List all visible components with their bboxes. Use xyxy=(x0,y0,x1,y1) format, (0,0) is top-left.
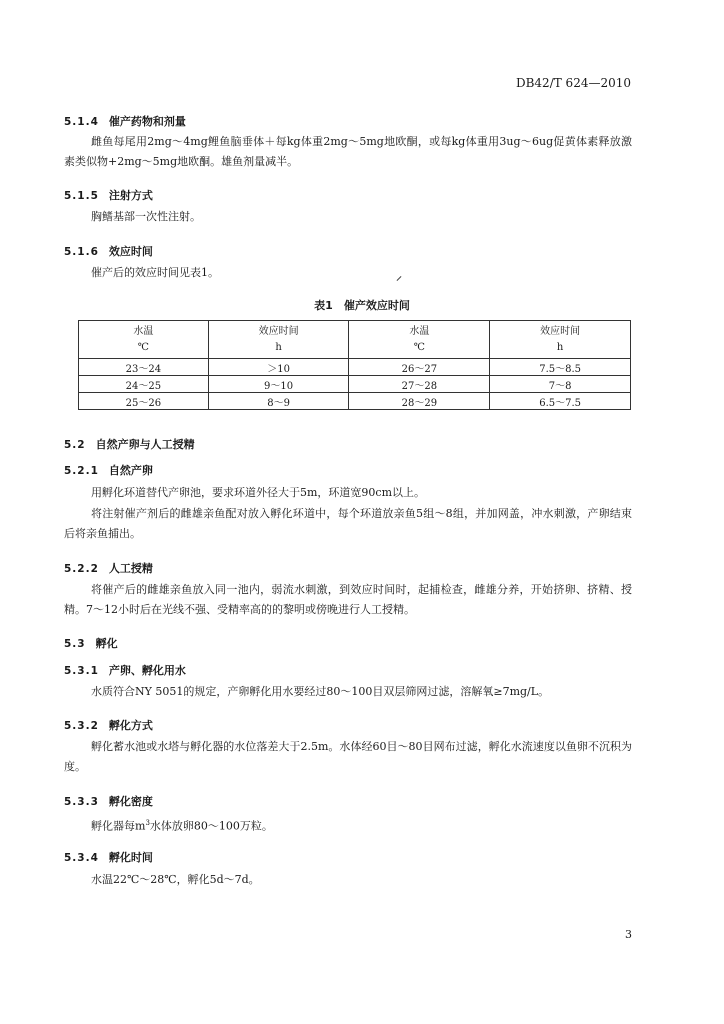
section-heading-5-1-4 xyxy=(64,110,186,129)
section-heading-5-3 xyxy=(64,632,118,651)
section-number: 5.1.6 xyxy=(64,246,99,258)
section-number: 5.3.2 xyxy=(64,720,99,732)
table-header-row xyxy=(79,321,631,359)
section-title: 注射方式 xyxy=(108,189,153,202)
section-number: 5.2.2 xyxy=(64,563,99,575)
section-number: 5.3.1 xyxy=(64,665,99,677)
section-title: 效应时间 xyxy=(108,245,153,258)
paragraph-5-2-2: 将催产后的雌雄亲鱼放入同一池内，弱流水刺激，到效应时间时，起捕检查，雌雄分养，开始挤卵、挤精、授精。7～12小时后在光线不强、受精率高的的黎明或傍晚进行人工授精。 xyxy=(64,583,632,616)
table-row xyxy=(79,393,631,410)
section-number: 5.3.4 xyxy=(64,852,99,864)
table-cell: 6.5～7.5 xyxy=(490,393,631,410)
section-heading-5-2-1 xyxy=(64,459,153,478)
table-cell: 8～9 xyxy=(208,393,349,410)
paragraph-5-1-5: 胸鳍基部一次性注射。 xyxy=(91,210,201,223)
table-cell: 25～26 xyxy=(79,393,209,410)
table-cell: ＞10 xyxy=(208,359,349,376)
section-number: 5.1.4 xyxy=(64,116,99,128)
paragraph-5-3-1: 水质符合NY 5051的规定，产卵孵化用水要经过80～100目双层筛网过滤，溶解氧≥7mg/L。 xyxy=(91,685,550,698)
table-cell: 28～29 xyxy=(349,393,490,410)
table-caption: 表1 催产效应时间 xyxy=(314,299,410,312)
section-heading-5-3-2 xyxy=(64,714,153,733)
table-row xyxy=(79,376,631,393)
paragraph-5-1-4: 雌鱼每尾用2mg～4mg鲤鱼脑垂体＋每kg体重2mg～5mg地欧酮，或每kg体重用3ug～6ug促黄体素释放激素类似物+2mg～5mg地欧酮。雄鱼剂量减半。 xyxy=(64,135,632,168)
section-number: 5.3 xyxy=(64,638,86,650)
section-heading-5-3-1 xyxy=(64,659,186,678)
section-heading-5-1-5 xyxy=(64,184,153,203)
section-title: 孵化 xyxy=(95,637,118,650)
paragraph-5-2-1-b: 将注射催产剂后的雌雄亲鱼配对放入孵化环道中，每个环道放亲鱼5组～8组，并加网盖，冲水刺激，产卵结束后将亲鱼捕出。 xyxy=(64,507,632,540)
table-row xyxy=(79,359,631,376)
table-cell: 26～27 xyxy=(349,359,490,376)
paragraph-5-1-6: 催产后的效应时间见表1。 xyxy=(91,266,219,279)
page-number: 3 xyxy=(625,928,632,941)
header-cell-response-time: 效应时间 h xyxy=(490,321,631,359)
section-title: 产卵、孵化用水 xyxy=(108,664,186,677)
section-title: 催产药物和剂量 xyxy=(108,115,186,128)
header-cell-water-temp: 水温 ℃ xyxy=(349,321,490,359)
section-number: 5.2.1 xyxy=(64,465,99,477)
table-cell: 7.5～8.5 xyxy=(490,359,631,376)
section-number: 5.1.5 xyxy=(64,190,99,202)
header-cell-response-time: 效应时间 h xyxy=(208,321,349,359)
table-cell: 27～28 xyxy=(349,376,490,393)
paragraph-5-3-2: 孵化蓄水池或水塔与孵化器的水位落差大于2.5m。水体经60目～80目网布过滤，孵化水流速度以鱼卵不沉积为度。 xyxy=(64,740,632,773)
table-cell: 9～10 xyxy=(208,376,349,393)
section-title: 孵化密度 xyxy=(108,795,153,808)
response-time-table xyxy=(78,320,631,410)
paragraph-5-2-1-a: 用孵化环道替代产卵池，要求环道外径大于5m，环道宽90cm以上。 xyxy=(91,486,426,499)
section-title: 孵化方式 xyxy=(108,719,153,732)
table-cell: 23～24 xyxy=(79,359,209,376)
section-heading-5-2 xyxy=(64,433,195,452)
section-number: 5.2 xyxy=(64,439,86,451)
section-heading-5-1-6 xyxy=(64,240,153,259)
header-cell-water-temp: 水温 ℃ xyxy=(79,321,209,359)
table-cell: 24～25 xyxy=(79,376,209,393)
section-heading-5-2-2 xyxy=(64,557,153,576)
section-title: 自然产卵与人工授精 xyxy=(95,438,195,451)
document-code: DB42/T 624—2010 xyxy=(515,76,631,90)
section-heading-5-3-3 xyxy=(64,790,153,809)
section-title: 孵化时间 xyxy=(108,851,153,864)
section-title: 人工授精 xyxy=(108,562,153,575)
paragraph-5-3-4: 水温22℃～28℃，孵化5d～7d。 xyxy=(91,873,260,886)
paragraph-5-3-3: 孵化器每$m^3$水体放卵80～100万粒。 xyxy=(91,819,273,833)
table-cell: 7～8 xyxy=(490,376,631,393)
section-heading-5-3-4 xyxy=(64,846,153,865)
section-title: 自然产卵 xyxy=(108,464,153,477)
section-number: 5.3.3 xyxy=(64,796,99,808)
